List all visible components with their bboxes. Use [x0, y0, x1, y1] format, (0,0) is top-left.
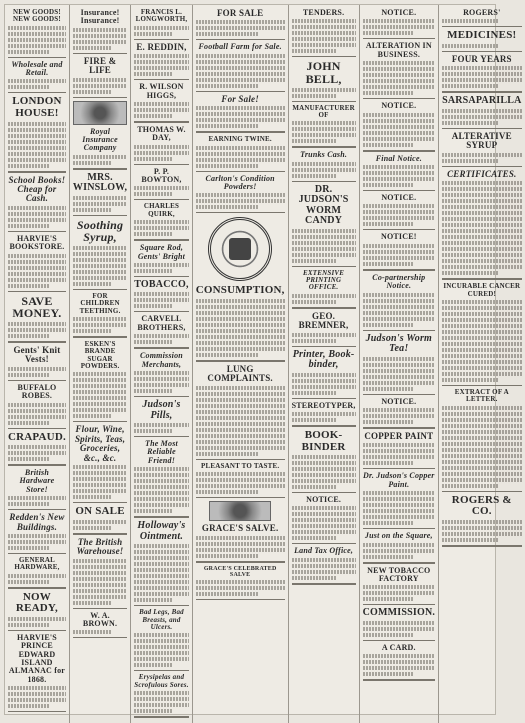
ad-body-text: [8, 254, 66, 288]
divider: [363, 190, 435, 191]
divider: [363, 38, 435, 39]
ad-heading: CHARLES QUIRK,: [143, 202, 180, 218]
ad-body-text: [363, 61, 435, 95]
ad-heading: British Hardware Store!: [19, 468, 55, 494]
column-7: [439, 5, 524, 723]
ad-body-text: [134, 54, 188, 76]
ad-body-text: [442, 153, 521, 163]
ad-heading: THOMAS W. DAY,: [137, 124, 186, 143]
divider: [8, 57, 66, 58]
divider: [196, 497, 285, 498]
ad-body-text: [363, 408, 435, 424]
ad-heading: Trunks Cash.: [300, 150, 348, 160]
ad-body-text: [292, 19, 356, 53]
ad-body-text: [8, 403, 66, 425]
divider: [134, 716, 188, 718]
ad-heading: COMMISSION.: [362, 607, 436, 619]
ad-body-text: [196, 193, 285, 209]
ad-body-text: [196, 536, 285, 558]
ad-body-text: [442, 300, 521, 382]
ad-body-text: [73, 630, 127, 634]
divider: [134, 516, 188, 518]
ad-body-text: [363, 357, 435, 391]
divider: [292, 266, 356, 267]
ad-body-text: [8, 686, 66, 708]
ad-heading: Judson's Worm Tea!: [365, 332, 433, 355]
ad-body-text: [363, 654, 435, 676]
divider: [442, 128, 521, 129]
ad-heading: ALTERATION IN BUSINESS.: [365, 41, 432, 59]
divider: [134, 670, 188, 671]
divider: [442, 26, 521, 27]
divider: [363, 468, 435, 469]
divider: [8, 587, 66, 589]
ad-heading: LUNG COMPLAINTS.: [207, 363, 273, 384]
ad-body-text: [73, 28, 127, 50]
ad-heading: GENERAL HARDWARE,: [14, 556, 60, 572]
ad-body-text: [292, 558, 356, 580]
ad-body-text: [196, 106, 285, 128]
divider: [442, 385, 521, 386]
ad-body-text: [363, 19, 435, 35]
ad-heading: EXTRACT OF A LETTER.: [454, 387, 509, 404]
divider: [73, 421, 127, 422]
ad-body-text: [196, 20, 285, 36]
ad-body-text: [8, 617, 66, 627]
ad-heading: CONSUMPTION,: [195, 284, 285, 297]
divider: [196, 459, 285, 460]
ad-heading: ON SALE: [75, 505, 125, 518]
ad-heading: CARVELL BROTHERS,: [137, 314, 186, 332]
ad-body-text: [134, 263, 188, 273]
ad-heading: NEW TOBACCO FACTORY: [367, 565, 431, 583]
salve-label-illustration: [209, 501, 271, 521]
divider: [73, 215, 127, 216]
ad-body-text: [134, 371, 188, 393]
divider: [196, 561, 285, 563]
ad-heading: DR. JUDSON'S WORM CANDY: [298, 183, 349, 227]
divider: [292, 307, 356, 309]
divider: [442, 91, 521, 93]
divider: [292, 146, 356, 148]
divider: [134, 311, 188, 312]
ad-body-text: [8, 322, 66, 338]
ad-heading: FRANCIS L. LONGWORTH,: [135, 8, 188, 24]
divider: [73, 168, 127, 170]
ad-heading: Final Notice.: [375, 153, 422, 163]
divider: [442, 278, 521, 280]
divider: [134, 239, 188, 241]
ad-heading: FOR CHILDREN TEETHING.: [79, 292, 121, 315]
divider: [73, 608, 127, 609]
divider: [73, 637, 127, 638]
ad-body-text: [134, 633, 188, 667]
ad-heading: Square Rod, Gents' Bright: [137, 243, 186, 261]
column-1: [5, 5, 70, 723]
divider: [8, 553, 66, 554]
ad-heading: COPPER PAINT: [364, 430, 434, 441]
ad-heading: NOTICE!: [381, 232, 417, 242]
ad-body-text: [8, 574, 66, 584]
ad-heading: FOR SALE: [216, 8, 264, 18]
ad-body-text: [363, 491, 435, 525]
ad-heading: Bad Legs, Bad Breasts, and Ulcers.: [139, 608, 184, 631]
ad-body-text: [134, 220, 188, 236]
ad-heading: The Most Reliable Friend!: [145, 439, 178, 465]
ad-heading: E. REDDIN,: [136, 41, 187, 52]
column-5: [289, 5, 360, 723]
ad-heading: Co-partnership Notice.: [372, 272, 426, 291]
ad-heading: The British Warehouse!: [76, 536, 124, 557]
ad-body-text: [292, 121, 356, 143]
ad-heading: Carlton's Condition Powders!: [205, 173, 275, 191]
divider: [363, 679, 435, 681]
divider: [196, 131, 285, 133]
divider: [196, 91, 285, 92]
ad-body-text: [363, 165, 435, 187]
ad-heading: Flour, Wine, Spirits, Teas, Groceries, &c., &c.: [74, 424, 126, 463]
divider: [363, 640, 435, 641]
divider: [292, 543, 356, 544]
divider: [8, 428, 66, 429]
ad-body-text: [442, 44, 521, 48]
divider: [292, 101, 356, 102]
divider: [8, 509, 66, 510]
divider: [134, 121, 188, 123]
ad-heading: For Sale!: [221, 93, 259, 104]
divider: [363, 269, 435, 271]
ad-heading: STEREOTYPER,: [291, 400, 356, 410]
ad-body-text: [442, 181, 521, 275]
divider: [134, 39, 188, 40]
ad-heading: ESKEN'S BRANDE SUGAR POWDERS.: [80, 340, 120, 371]
ad-heading: A CARD.: [381, 642, 416, 652]
ad-body-text: [73, 372, 127, 418]
divider: [8, 291, 66, 292]
divider: [363, 98, 435, 99]
divider: [73, 336, 127, 338]
ad-heading: Commission Merchants,: [140, 351, 183, 369]
ad-heading: Insurance! Insurance!: [80, 8, 120, 26]
ad-body-text: [292, 373, 356, 395]
ad-body-text: [8, 496, 66, 506]
ad-heading: BOOK-BINDER: [301, 428, 346, 453]
ad-body-text: [8, 206, 66, 228]
ad-body-text: [292, 333, 356, 343]
ad-body-text: [134, 691, 188, 713]
ad-body-text: [292, 455, 356, 489]
divider: [73, 502, 127, 503]
ad-heading: Redden's New Buildings.: [9, 512, 65, 532]
divider: [196, 599, 285, 600]
ad-heading: ALTERATIVE SYRUP: [451, 130, 512, 151]
ad-heading: BUFFALO ROBES.: [17, 382, 57, 401]
divider: [196, 171, 285, 172]
divider: [134, 605, 188, 606]
ad-body-text: [73, 246, 127, 286]
ad-body-text: [134, 145, 188, 161]
ad-heading: LONDON HOUSE!: [12, 95, 62, 120]
ad-body-text: [134, 423, 188, 433]
ad-heading: GRACE'S SALVE.: [201, 523, 279, 534]
divider: [134, 347, 188, 349]
ad-body-text: [134, 186, 188, 196]
ad-body-text: [73, 520, 127, 530]
ad-body-text: [363, 443, 435, 465]
ad-heading: Erysipelas and Scrofulous Sores.: [134, 673, 189, 689]
ad-body-text: [442, 109, 521, 125]
ad-body-text: [8, 534, 66, 550]
ad-body-text: [73, 317, 127, 333]
divider: [442, 491, 521, 492]
divider: [442, 166, 521, 167]
divider: [363, 604, 435, 605]
ad-body-text: [442, 19, 521, 23]
divider: [292, 398, 356, 399]
ad-body-text: [363, 585, 435, 601]
divider: [292, 346, 356, 347]
divider: [292, 181, 356, 182]
ad-body-text: [8, 367, 66, 377]
ad-body-text: [134, 292, 188, 308]
divider: [363, 229, 435, 230]
divider: [292, 492, 356, 493]
ad-heading: MRS. WINSLOW,: [72, 171, 128, 194]
divider: [8, 341, 66, 343]
ad-heading: SARSAPARILLA: [442, 95, 522, 107]
divider: [363, 150, 435, 152]
divider: [134, 436, 188, 437]
ad-heading: Dr. Judson's Copper Paint.: [363, 471, 435, 489]
medallion-seal-illustration: [208, 217, 272, 281]
divider: [363, 394, 435, 395]
ad-heading: Land Tax Office,: [294, 546, 354, 556]
ad-body-text: [73, 559, 127, 605]
ad-body-text: [134, 544, 188, 602]
newspaper-page: [4, 4, 522, 715]
ad-heading: GRACE'S CELEBRATED SALVE: [203, 565, 277, 578]
ad-heading: Gents' Knit Vests!: [13, 344, 61, 365]
ad-body-text: [442, 520, 521, 542]
ad-body-text: [363, 113, 435, 147]
column-4: [193, 5, 289, 723]
ad-body-text: [134, 467, 188, 513]
ad-body-text: [73, 196, 127, 212]
ad-body-text: [363, 204, 435, 226]
ad-heading: INCURABLE CANCER CURED!: [443, 282, 521, 298]
ad-body-text: [363, 293, 435, 327]
ad-heading: NEW GOODS! NEW GOODS!: [12, 8, 61, 24]
ad-heading: P. P. BOWTON,: [141, 166, 182, 185]
ad-heading: NOTICE.: [381, 101, 417, 111]
ad-heading: HARVIE'S PRINCE EDWARD ISLAND ALMANAC for 1868.: [8, 632, 66, 684]
ad-body-text: [292, 506, 356, 540]
ad-body-text: [73, 465, 127, 499]
ad-heading: NOTICE.: [381, 396, 417, 406]
divider: [73, 53, 127, 54]
divider: [196, 360, 285, 362]
ad-body-text: [134, 26, 188, 36]
ad-heading: Holloway's Ointment.: [137, 520, 186, 542]
ad-body-text: [134, 334, 188, 344]
divider: [134, 276, 188, 277]
divider: [363, 528, 435, 529]
divider: [8, 380, 66, 381]
ad-heading: Soothing Syrup,: [76, 217, 124, 245]
ad-heading: W. A. BROWN.: [82, 610, 118, 628]
ad-body-text: [196, 472, 285, 494]
ad-heading: CRAPAUD.: [8, 430, 66, 443]
ad-body-text: [8, 79, 66, 89]
column-6: [360, 5, 439, 723]
ad-body-text: [196, 54, 285, 88]
ad-body-text: [73, 78, 127, 94]
divider: [8, 92, 66, 93]
ad-heading: EXTENSIVE PRINTING OFFICE.: [303, 268, 345, 292]
ad-heading: NOTICE.: [306, 495, 342, 505]
divider: [363, 562, 435, 564]
ad-heading: TENDERS.: [302, 8, 345, 17]
divider: [363, 330, 435, 331]
ad-heading: Just on the Square,: [364, 531, 433, 541]
divider: [442, 545, 521, 547]
divider: [442, 51, 521, 52]
divider: [73, 289, 127, 290]
ad-heading: FIRE & LIFE: [83, 55, 117, 76]
ad-body-text: [363, 621, 435, 637]
ad-heading: SAVE MONEY.: [12, 293, 62, 321]
divider: [196, 39, 285, 40]
ad-heading: NOTICE.: [381, 192, 417, 202]
ad-heading: PLEASANT TO TASTE.: [201, 461, 280, 470]
ad-heading: Printer, Book-binder,: [292, 348, 355, 371]
ad-body-text: [73, 155, 127, 165]
ad-body-text: [363, 543, 435, 559]
divider: [292, 583, 356, 585]
ad-heading: R. WILSON HIGGS,: [139, 82, 184, 100]
ad-heading: EARNING TWINE.: [208, 135, 272, 144]
divider: [292, 425, 356, 427]
divider: [196, 212, 285, 213]
ad-body-text: [196, 299, 285, 357]
ad-heading: Royal Insurance Company: [82, 126, 118, 153]
ad-heading: TOBACCO,: [134, 278, 189, 290]
divider: [73, 533, 127, 535]
ad-body-text: [8, 122, 66, 168]
ad-heading: ROGERS': [463, 8, 501, 17]
ad-body-text: [196, 580, 285, 596]
divider: [134, 396, 188, 397]
column-3: [131, 5, 192, 723]
ad-body-text: [134, 102, 188, 118]
ad-heading: NOW READY,: [15, 590, 58, 615]
ad-body-text: [292, 88, 356, 98]
divider: [8, 231, 66, 232]
ad-body-text: [442, 406, 521, 488]
divider: [8, 464, 66, 466]
ad-body-text: [196, 146, 285, 168]
divider: [134, 79, 188, 80]
ad-heading: School Books! Cheap for Cash.: [8, 174, 66, 204]
divider: [8, 171, 66, 173]
ad-body-text: [8, 445, 66, 461]
divider: [8, 711, 66, 712]
ad-heading: Football Farm for Sale.: [198, 42, 282, 52]
ad-body-text: [292, 229, 356, 263]
divider: [292, 56, 356, 57]
ad-heading: Judson's Pills,: [142, 399, 181, 421]
ad-heading: JOHN BELL,: [305, 59, 342, 86]
ad-body-text: [363, 244, 435, 266]
ad-heading: GEO. BREMNER,: [298, 310, 349, 331]
ad-heading: FOUR YEARS: [451, 53, 512, 64]
divider: [73, 97, 127, 98]
engraving-illustration: [73, 101, 127, 125]
ad-body-text: [292, 412, 356, 422]
ad-body-text: [196, 386, 285, 456]
ad-heading: HARVIE'S BOOKSTORE.: [9, 233, 65, 252]
divider: [134, 199, 188, 200]
column-2: [70, 5, 131, 723]
ad-heading: Wholesale and Retail.: [11, 59, 63, 78]
ad-heading: CERTIFICATES.: [447, 168, 517, 179]
divider: [134, 164, 188, 165]
ad-heading: MANUFACTURER OF: [292, 103, 355, 119]
ad-body-text: [442, 66, 521, 88]
ad-heading: NOTICE.: [381, 8, 417, 17]
divider: [363, 427, 435, 429]
ad-body-text: [8, 26, 66, 54]
divider: [8, 630, 66, 631]
ad-body-text: [292, 294, 356, 304]
ad-heading: MEDICINES!: [447, 29, 517, 42]
ad-heading: ROGERS & CO.: [451, 493, 512, 518]
ad-body-text: [292, 162, 356, 178]
